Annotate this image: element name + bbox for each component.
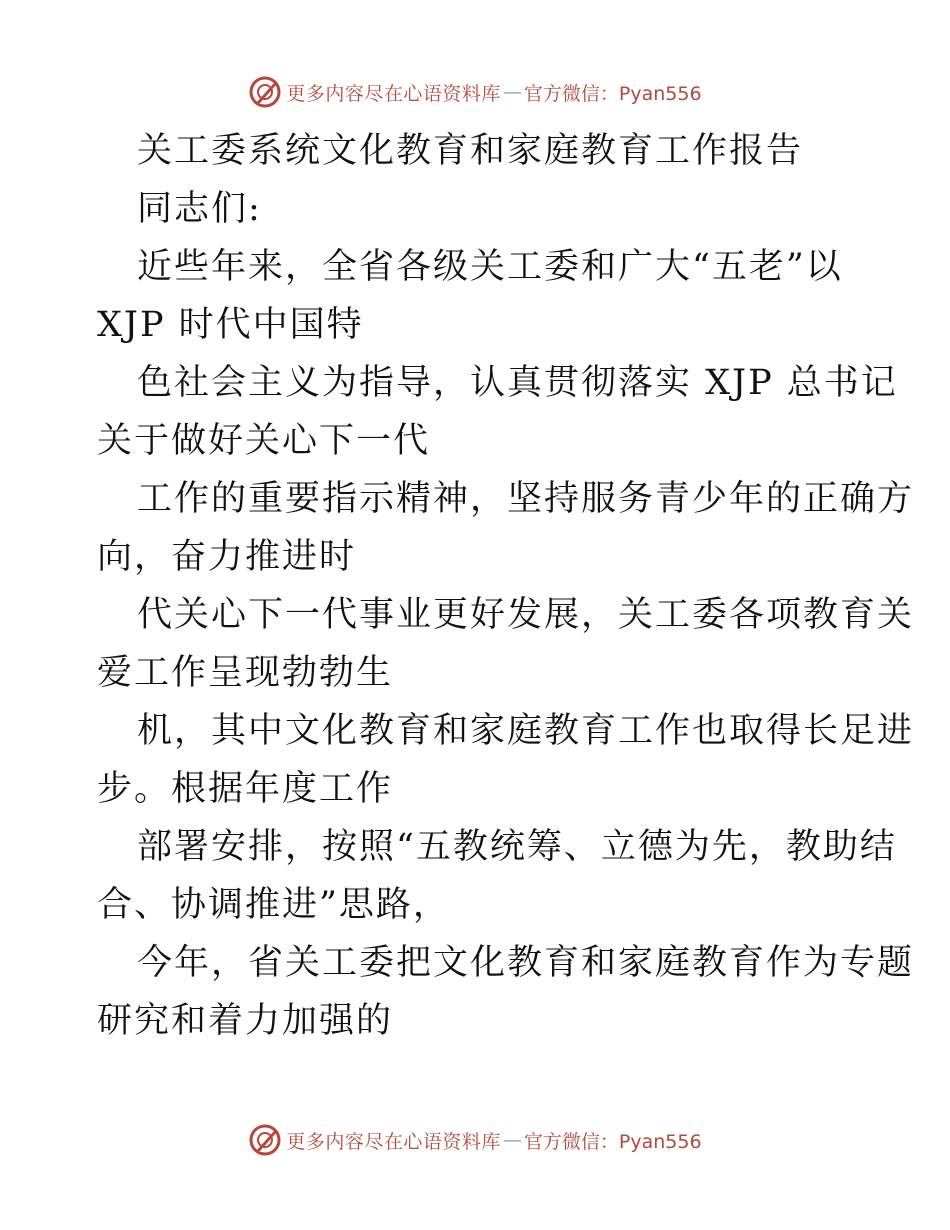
- doc-title: 关工委系统文化教育和家庭教育工作报告: [137, 131, 804, 171]
- quill-logo-icon: [248, 75, 282, 109]
- body-line: 步。根据年度工作: [97, 769, 394, 809]
- banner-text: 更多内容尽在心语资料库: [286, 1130, 501, 1153]
- banner-contact: 官方微信：Pyan556: [523, 1130, 702, 1153]
- salutation: 同志们:: [137, 189, 262, 229]
- body-line: 向，奋力推进时: [97, 537, 357, 577]
- document-body: [97, 122, 915, 1050]
- body-line: 关于做好关心下一代: [97, 421, 431, 461]
- banner-text: 更多内容尽在心语资料库: [286, 82, 501, 105]
- body-line: 部署安排，按照“五教统筹、立德为先，教助结: [137, 827, 897, 867]
- banner-contact: 官方微信：Pyan556: [523, 82, 702, 105]
- footer-watermark-banner: [0, 1120, 950, 1160]
- body-line: 色社会主义为指导，认真贯彻落实 XJP 总书记: [137, 363, 898, 403]
- body-line: 研究和着力加强的: [97, 1001, 394, 1041]
- body-line: 近些年来，全省各级关工委和广大“五老”以: [137, 247, 843, 287]
- banner-separator: —: [502, 1129, 522, 1151]
- body-line: 合、协调推进”思路，: [97, 885, 450, 925]
- banner-separator: —: [502, 81, 522, 103]
- body-line: XJP 时代中国特: [97, 305, 364, 345]
- body-line: 工作的重要指示精神，坚持服务青少年的正确方: [137, 479, 915, 519]
- body-line: 代关心下一代事业更好发展，关工委各项教育关: [137, 595, 915, 635]
- body-line: 今年，省关工委把文化教育和家庭教育作为专题: [137, 943, 915, 983]
- quill-logo-icon: [248, 1123, 282, 1157]
- body-line: 爱工作呈现勃勃生: [97, 653, 394, 693]
- body-line: 机，其中文化教育和家庭教育工作也取得长足进: [137, 711, 915, 751]
- header-watermark-banner: [0, 72, 950, 112]
